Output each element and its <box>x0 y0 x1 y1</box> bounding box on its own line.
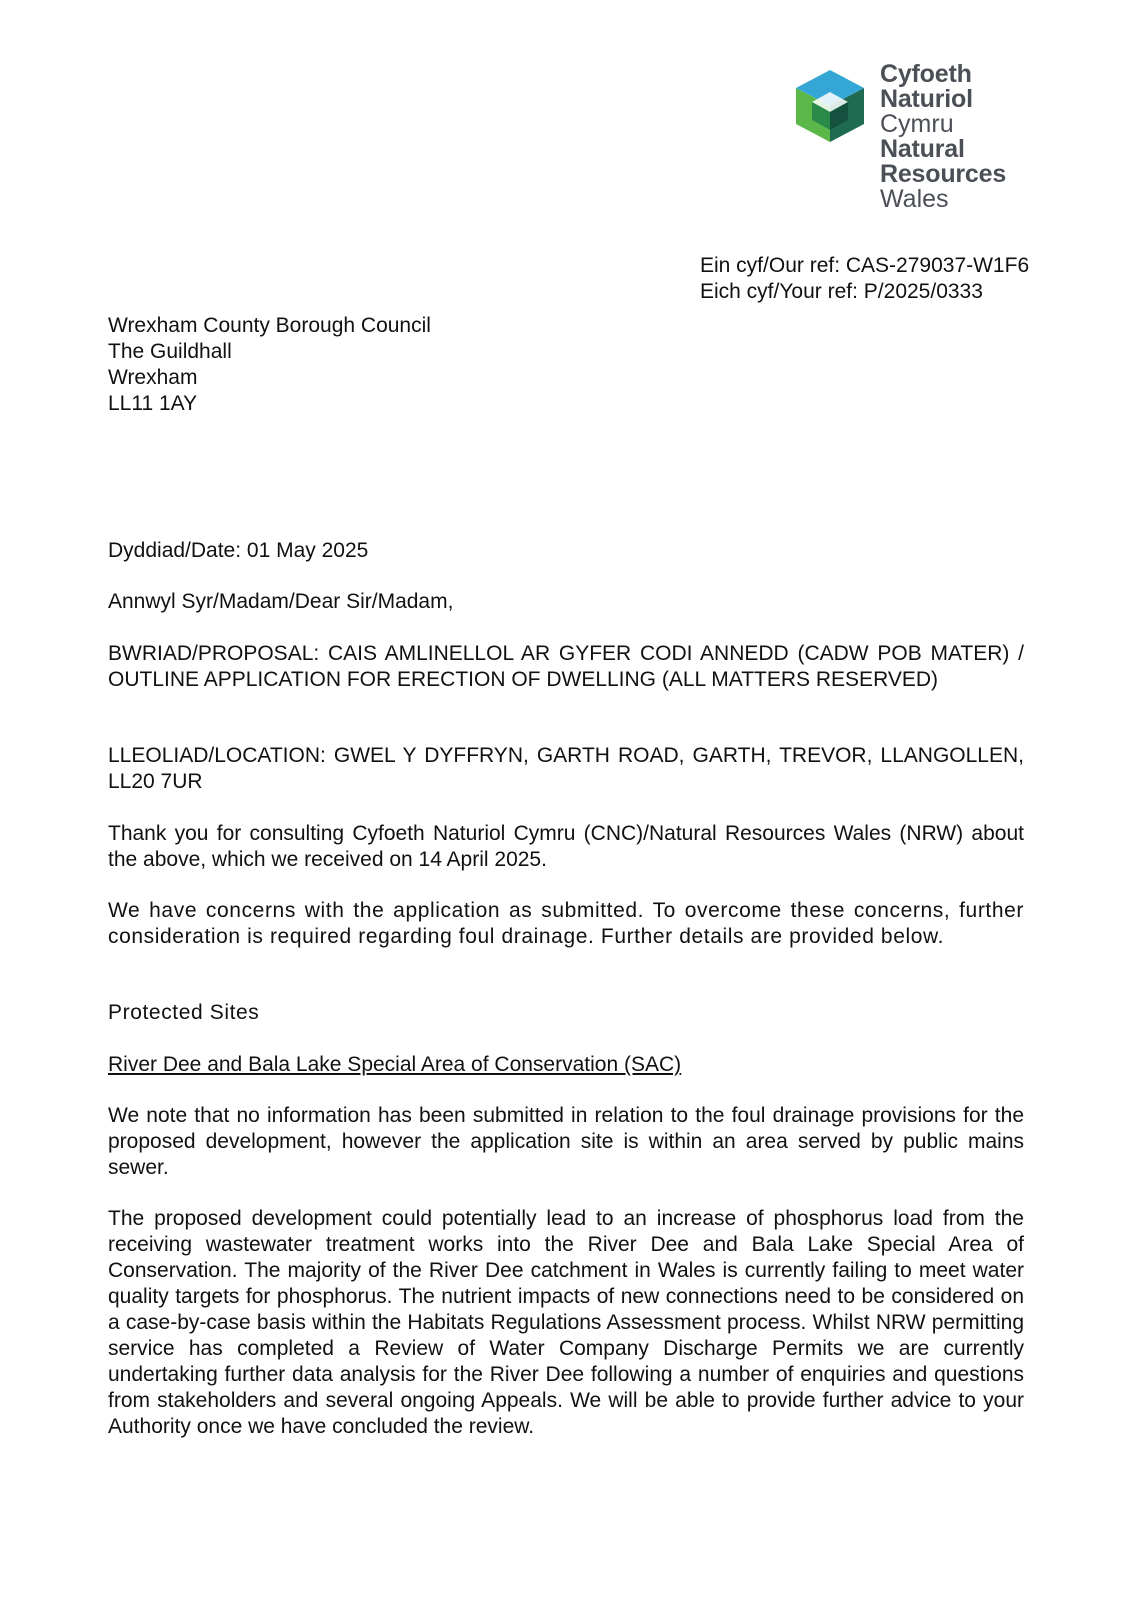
logo-line-cyfoeth: Cyfoeth <box>880 60 972 88</box>
proposal-heading: BWRIAD/PROPOSAL: CAIS AMLINELLOL AR GYFER CODI ANNEDD (CADW POB MATER) / OUTLINE APPLICATION FOR ERECTION OF DWELLING (ALL MATTERS RESERVED) <box>108 642 1024 691</box>
logo-line-cymru: Cymru <box>880 110 954 138</box>
logo-line-resources: Resources <box>880 160 1007 188</box>
paragraph-foul-drainage: We note that no information has been submitted in relation to the foul drainage provisions for the proposed development, however the application site is within an area served by public mains sewer. <box>108 1104 1024 1179</box>
heading-protected-sites: Protected Sites <box>108 1001 260 1024</box>
reference-block <box>700 253 1029 305</box>
our-ref: Ein cyf/Our ref: CAS-279037-W1F6 <box>700 254 1030 277</box>
paragraph-thanks: Thank you for consulting Cyfoeth Naturiol Cymru (CNC)/Natural Resources Wales (NRW) about the above, which we received on 14 April 2025. <box>108 822 1024 871</box>
address-line-1: Wrexham County Borough Council <box>108 314 431 337</box>
nrw-logo-text <box>880 62 1006 212</box>
paragraph-phosphorus: The proposed development could potentially lead to an increase of phosphorus load from the receiving wastewater treatment works into the River Dee and Bala Lake Special Area of Conservation. The majority of the River Dee catchment in Wales is currently failing to meet water quality targets for phosphorus. The nutrient impacts of new connections need to be considered on a case-by-case basis within the Habitats Regulations Assessment process. Whilst NRW permitting service has completed a Review of Water Company Discharge Permits we are currently undertaking further data analysis for the River Dee following a number of enquiries and questions from stakeholders and several ongoing Appeals. We will be able to provide further advice to your Authority once we have concluded the review. <box>108 1207 1024 1438</box>
logo-line-naturiol: Naturiol <box>880 85 973 113</box>
location-heading: LLEOLIAD/LOCATION: GWEL Y DYFFRYN, GARTH ROAD, GARTH, TREVOR, LLANGOLLEN, LL20 7UR <box>108 744 1024 793</box>
paragraph-concerns: We have concerns with the application as submitted. To overcome these concerns, further consideration is required regarding foul drainage. Further details are provided below. <box>108 899 1024 948</box>
heading-sac <box>108 1052 1024 1078</box>
address-line-4: LL11 1AY <box>108 392 198 415</box>
address-line-3: Wrexham <box>108 366 198 389</box>
letter-date: Dyddiad/Date: 01 May 2025 <box>108 539 369 562</box>
logo-line-natural: Natural <box>880 135 965 163</box>
address-line-2: The Guildhall <box>108 340 232 363</box>
nrw-logo <box>792 62 1032 222</box>
recipient-address <box>108 313 431 417</box>
heading-sac-text: River Dee and Bala Lake Special Area of Conservation (SAC) <box>108 1053 682 1076</box>
salutation: Annwyl Syr/Madam/Dear Sir/Madam, <box>108 590 454 613</box>
logo-line-wales: Wales <box>880 185 949 213</box>
your-ref: Eich cyf/Your ref: P/2025/0333 <box>700 280 983 303</box>
nrw-logo-mark-icon <box>792 68 868 144</box>
